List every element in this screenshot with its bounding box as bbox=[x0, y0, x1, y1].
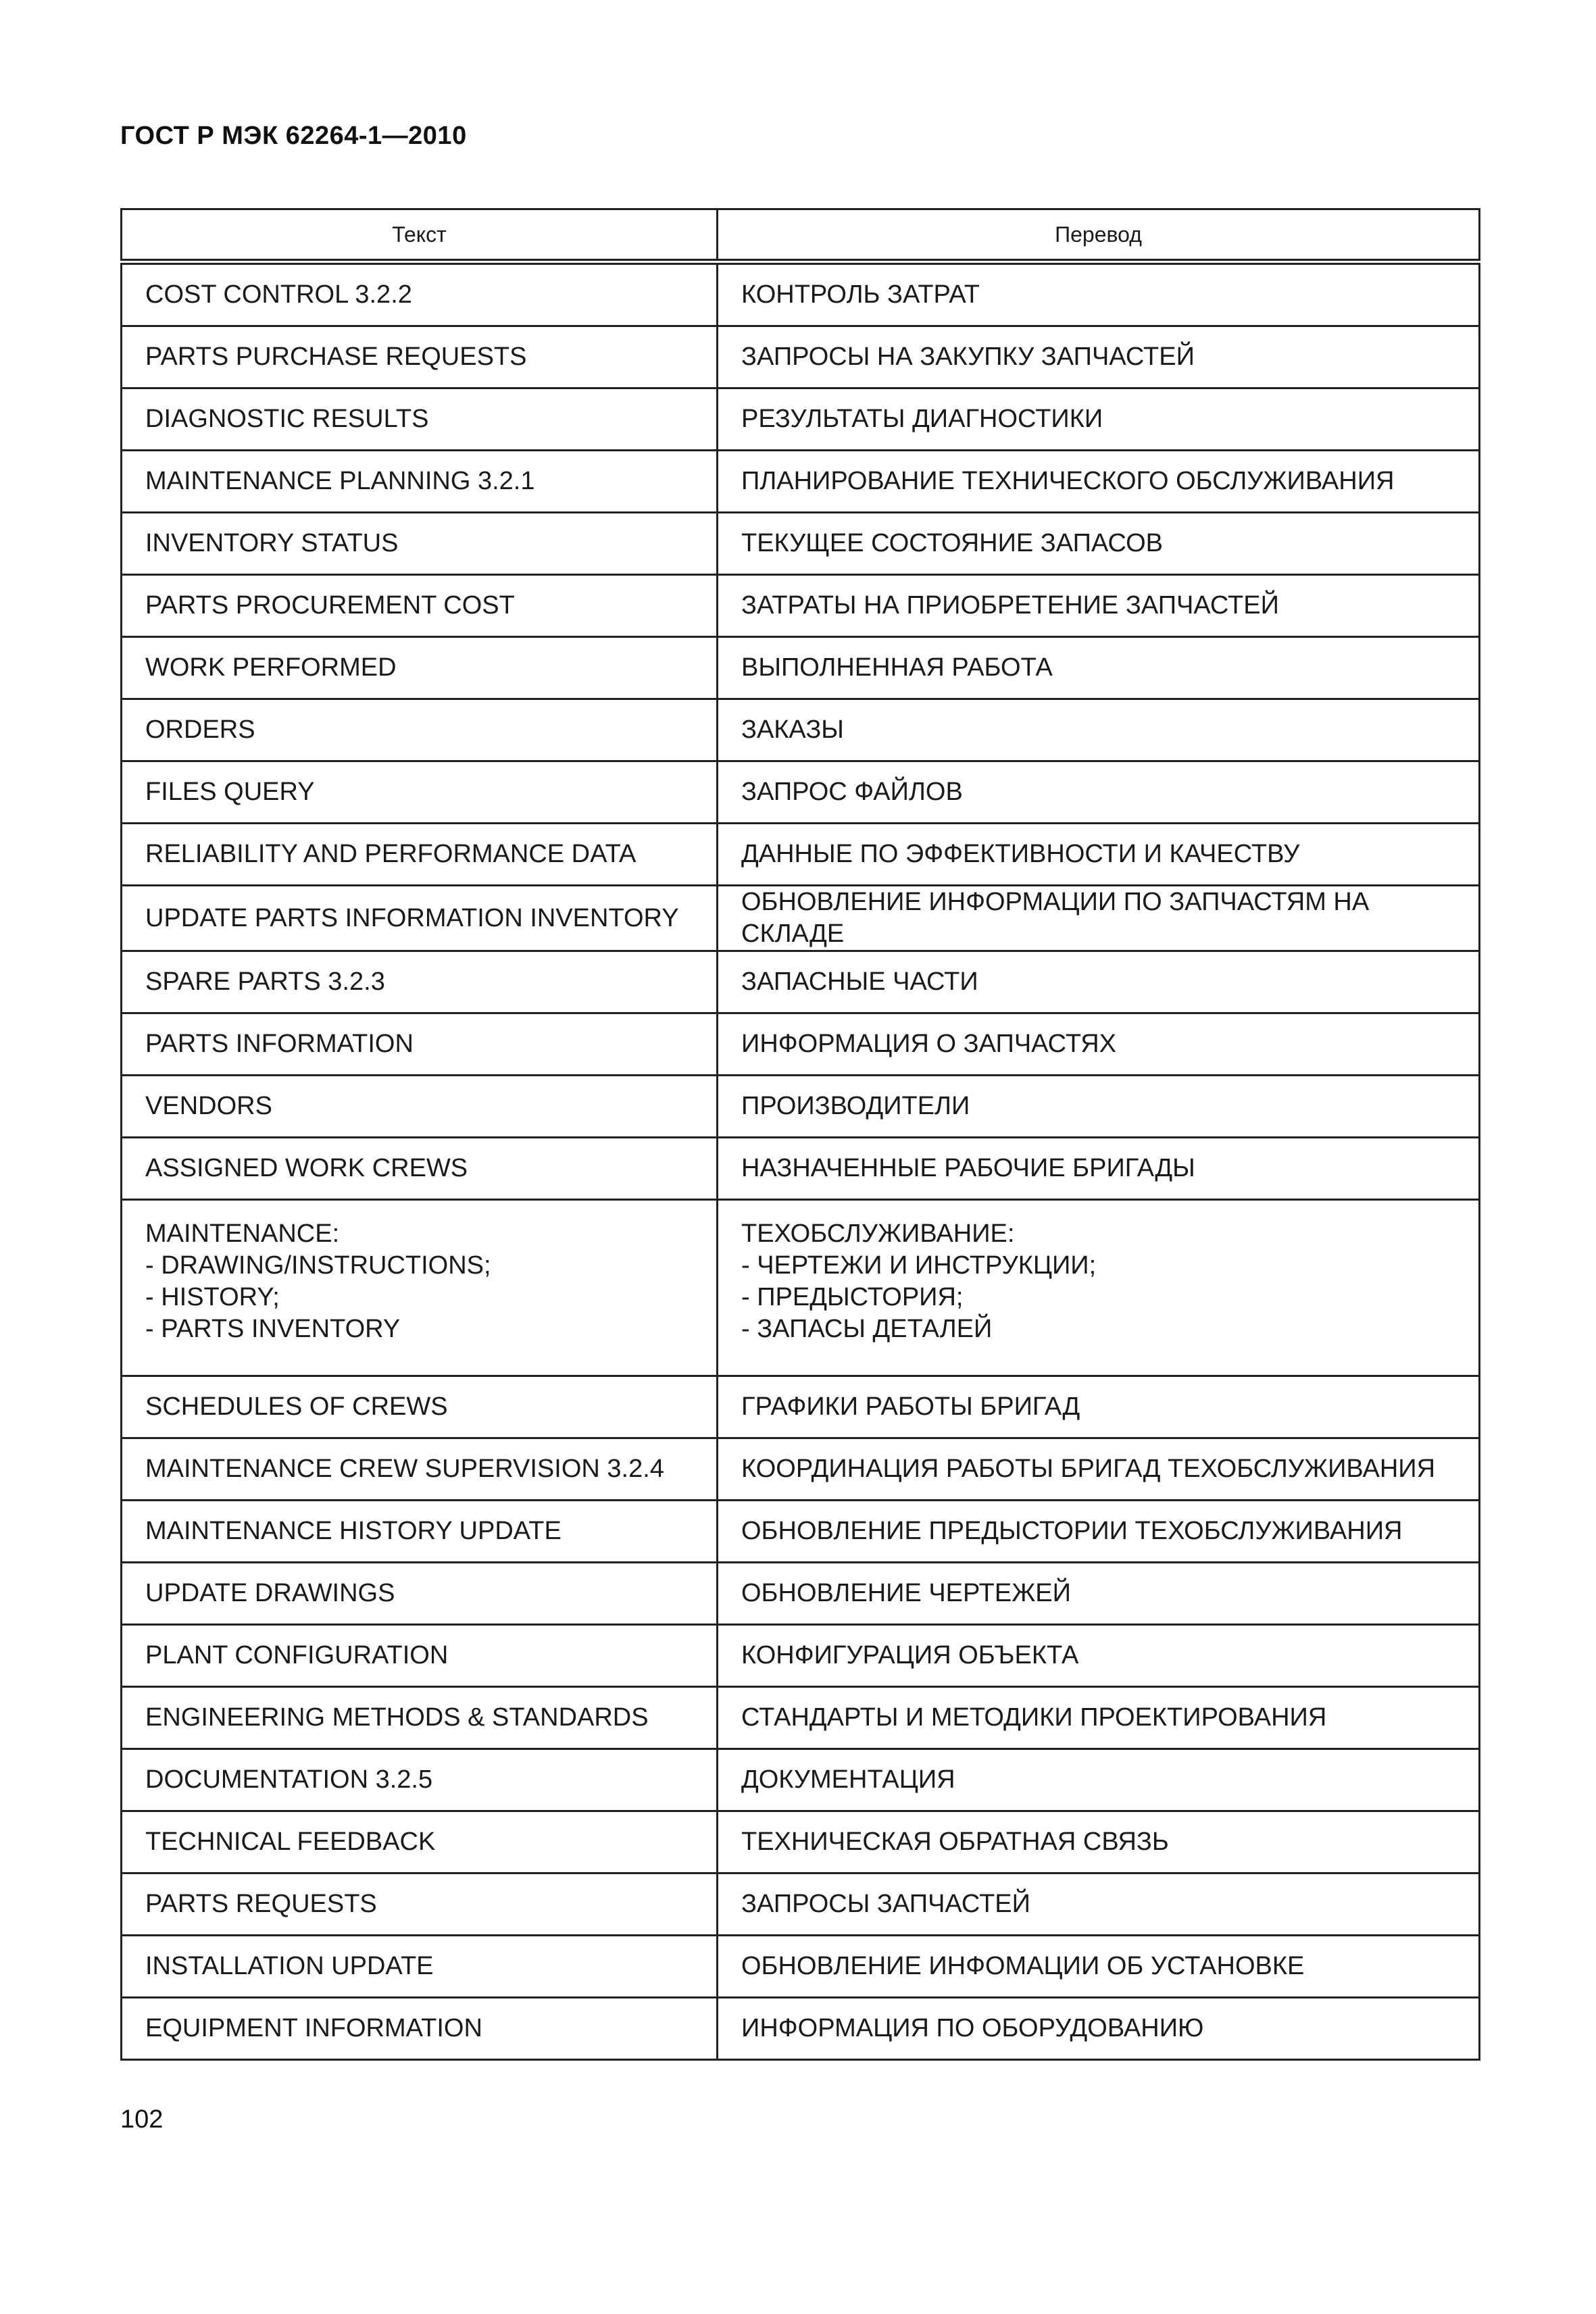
table-row bbox=[122, 1563, 1480, 1625]
table-row bbox=[122, 1013, 1480, 1076]
translation-cell: РЕЗУЛЬТАТЫ ДИАГНОСТИКИ bbox=[718, 388, 1480, 451]
table-row bbox=[122, 326, 1480, 388]
term-cell: ASSIGNED WORK CREWS bbox=[122, 1138, 718, 1200]
table-row bbox=[122, 761, 1480, 824]
term-cell: WORK PERFORMED bbox=[122, 637, 718, 699]
translation-cell: ПРОИЗВОДИТЕЛИ bbox=[718, 1076, 1480, 1138]
term-cell: ENGINEERING METHODS & STANDARDS bbox=[122, 1687, 718, 1749]
translation-cell: ПЛАНИРОВАНИЕ ТЕХНИЧЕСКОГО ОБСЛУЖИВАНИЯ bbox=[718, 451, 1480, 513]
term-cell: COST CONTROL 3.2.2 bbox=[122, 262, 718, 326]
term-cell: SCHEDULES OF CREWS bbox=[122, 1376, 718, 1438]
translation-cell: ВЫПОЛНЕННАЯ РАБОТА bbox=[718, 637, 1480, 699]
page-number: 102 bbox=[120, 2105, 164, 2134]
translation-cell: СТАНДАРТЫ И МЕТОДИКИ ПРОЕКТИРОВАНИЯ bbox=[718, 1687, 1480, 1749]
glossary-table-container bbox=[120, 208, 1478, 2061]
translation-cell: ЗАПРОСЫ НА ЗАКУПКУ ЗАПЧАСТЕЙ bbox=[718, 326, 1480, 388]
translation-cell: ГРАФИКИ РАБОТЫ БРИГАД bbox=[718, 1376, 1480, 1438]
term-cell: RELIABILITY AND PERFORMANCE DATA bbox=[122, 824, 718, 886]
table-row bbox=[122, 1873, 1480, 1936]
translation-cell: ЗАПРОСЫ ЗАПЧАСТЕЙ bbox=[718, 1873, 1480, 1936]
table-row bbox=[122, 513, 1480, 575]
table-row bbox=[122, 1625, 1480, 1687]
translation-cell: ТЕКУЩЕЕ СОСТОЯНИЕ ЗАПАСОВ bbox=[718, 513, 1480, 575]
document-title: ГОСТ Р МЭК 62264-1—2010 bbox=[120, 122, 467, 150]
glossary-table bbox=[120, 208, 1480, 2061]
translation-cell: ЗАКАЗЫ bbox=[718, 699, 1480, 761]
term-cell: UPDATE PARTS INFORMATION INVENTORY bbox=[122, 886, 718, 951]
term-cell: MAINTENANCE CREW SUPERVISION 3.2.4 bbox=[122, 1438, 718, 1501]
table-row bbox=[122, 1687, 1480, 1749]
table-row bbox=[122, 1138, 1480, 1200]
table-row bbox=[122, 1200, 1480, 1376]
term-cell: INSTALLATION UPDATE bbox=[122, 1936, 718, 1998]
translation-cell: ДОКУМЕНТАЦИЯ bbox=[718, 1749, 1480, 1811]
term-cell: ORDERS bbox=[122, 699, 718, 761]
translation-cell: КОНФИГУРАЦИЯ ОБЪЕКТА bbox=[718, 1625, 1480, 1687]
translation-cell: ТЕХОБСЛУЖИВАНИЕ: - ЧЕРТЕЖИ И ИНСТРУКЦИИ; - ПРЕДЫСТОРИЯ; - ЗАПАСЫ ДЕТАЛЕЙ bbox=[718, 1200, 1480, 1376]
table-row bbox=[122, 637, 1480, 699]
term-cell: DIAGNOSTIC RESULTS bbox=[122, 388, 718, 451]
term-cell: EQUIPMENT INFORMATION bbox=[122, 1998, 718, 2060]
translation-cell: ДАННЫЕ ПО ЭФФЕКТИВНОСТИ И КАЧЕСТВУ bbox=[718, 824, 1480, 886]
table-row bbox=[122, 388, 1480, 451]
term-cell: INVENTORY STATUS bbox=[122, 513, 718, 575]
term-cell: FILES QUERY bbox=[122, 761, 718, 824]
term-cell: PARTS PROCUREMENT COST bbox=[122, 575, 718, 637]
term-cell: PARTS INFORMATION bbox=[122, 1013, 718, 1076]
translation-cell: ЗАПАСНЫЕ ЧАСТИ bbox=[718, 951, 1480, 1013]
column-header-translation: Перевод bbox=[718, 209, 1480, 262]
translation-cell: КООРДИНАЦИЯ РАБОТЫ БРИГАД ТЕХОБСЛУЖИВАНИЯ bbox=[718, 1438, 1480, 1501]
translation-cell: НАЗНАЧЕННЫЕ РАБОЧИЕ БРИГАДЫ bbox=[718, 1138, 1480, 1200]
term-cell: MAINTENANCE PLANNING 3.2.1 bbox=[122, 451, 718, 513]
translation-cell: ЗАПРОС ФАЙЛОВ bbox=[718, 761, 1480, 824]
table-row bbox=[122, 262, 1480, 326]
table-body bbox=[122, 262, 1480, 2060]
translation-cell: КОНТРОЛЬ ЗАТРАТ bbox=[718, 262, 1480, 326]
table-row bbox=[122, 886, 1480, 951]
table-row bbox=[122, 951, 1480, 1013]
table-row bbox=[122, 1376, 1480, 1438]
term-cell: PARTS PURCHASE REQUESTS bbox=[122, 326, 718, 388]
term-cell: TECHNICAL FEEDBACK bbox=[122, 1811, 718, 1873]
table-row bbox=[122, 699, 1480, 761]
table-row bbox=[122, 1811, 1480, 1873]
table-row bbox=[122, 1749, 1480, 1811]
translation-cell: ОБНОВЛЕНИЕ ИНФОРМАЦИИ ПО ЗАПЧАСТЯМ НА СКЛАДЕ bbox=[718, 886, 1480, 951]
translation-cell: ОБНОВЛЕНИЕ ИНФОМАЦИИ ОБ УСТАНОВКЕ bbox=[718, 1936, 1480, 1998]
term-cell: UPDATE DRAWINGS bbox=[122, 1563, 718, 1625]
translation-cell: ОБНОВЛЕНИЕ ПРЕДЫСТОРИИ ТЕХОБСЛУЖИВАНИЯ bbox=[718, 1501, 1480, 1563]
term-cell: MAINTENANCE HISTORY UPDATE bbox=[122, 1501, 718, 1563]
term-cell: VENDORS bbox=[122, 1076, 718, 1138]
table-header-row bbox=[122, 209, 1480, 262]
translation-cell: ЗАТРАТЫ НА ПРИОБРЕТЕНИЕ ЗАПЧАСТЕЙ bbox=[718, 575, 1480, 637]
term-cell: SPARE PARTS 3.2.3 bbox=[122, 951, 718, 1013]
table-row bbox=[122, 1936, 1480, 1998]
translation-cell: ИНФОРМАЦИЯ О ЗАПЧАСТЯХ bbox=[718, 1013, 1480, 1076]
table-row bbox=[122, 1501, 1480, 1563]
term-cell: PLANT CONFIGURATION bbox=[122, 1625, 718, 1687]
translation-cell: ИНФОРМАЦИЯ ПО ОБОРУДОВАНИЮ bbox=[718, 1998, 1480, 2060]
term-cell: DOCUMENTATION 3.2.5 bbox=[122, 1749, 718, 1811]
term-cell: MAINTENANCE: - DRAWING/INSTRUCTIONS; - HISTORY; - PARTS INVENTORY bbox=[122, 1200, 718, 1376]
column-header-text: Текст bbox=[122, 209, 718, 262]
term-cell: PARTS REQUESTS bbox=[122, 1873, 718, 1936]
table-row bbox=[122, 1438, 1480, 1501]
table-row bbox=[122, 1998, 1480, 2060]
translation-cell: ОБНОВЛЕНИЕ ЧЕРТЕЖЕЙ bbox=[718, 1563, 1480, 1625]
table-row bbox=[122, 824, 1480, 886]
table-row bbox=[122, 575, 1480, 637]
translation-cell: ТЕХНИЧЕСКАЯ ОБРАТНАЯ СВЯЗЬ bbox=[718, 1811, 1480, 1873]
table-row bbox=[122, 1076, 1480, 1138]
table-row bbox=[122, 451, 1480, 513]
